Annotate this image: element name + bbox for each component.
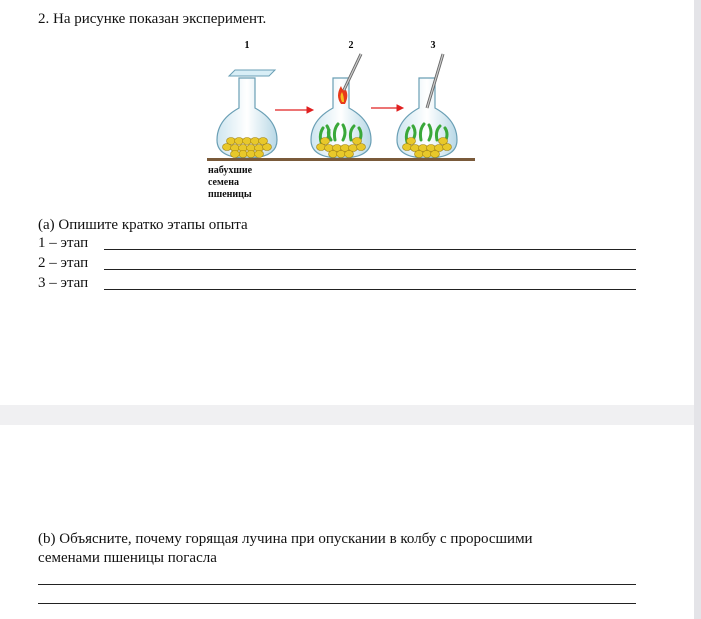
arrow-1	[275, 107, 313, 113]
flask-2	[311, 54, 371, 158]
part-b-prompt-line-1: (b) Объясните, почему горящая лучина при опускании в колбу с проросшими	[38, 531, 533, 547]
seed-caption-line-2: семена	[208, 177, 240, 188]
part-a-prompt: (a) Опишите кратко этапы опыта	[38, 217, 248, 233]
scrollbar-track[interactable]	[694, 0, 701, 619]
stage-3-label: 3 – этап	[38, 275, 89, 291]
part-b-answer-line-2[interactable]	[38, 603, 636, 604]
page-2	[0, 425, 694, 619]
stage-1-label: 1 – этап	[38, 235, 89, 251]
shelf	[207, 158, 475, 161]
stage-2-answer-line[interactable]	[104, 269, 636, 270]
flask-3	[397, 54, 457, 158]
stage-label-1: 1	[244, 40, 250, 51]
flask-1	[217, 70, 277, 158]
seed-caption-line-3: пшеницы	[208, 189, 252, 200]
arrow-2	[371, 105, 403, 111]
seed-caption	[208, 165, 252, 201]
stage-2-label: 2 – этап	[38, 255, 89, 271]
stage-1-answer-line[interactable]	[104, 249, 636, 250]
part-b-answer-line-1[interactable]	[38, 584, 636, 585]
stage-label-2: 2	[348, 40, 354, 51]
seed-caption-line-1: набухшие	[208, 165, 253, 176]
stage-3-answer-line[interactable]	[104, 289, 636, 290]
glass-plate	[229, 70, 275, 76]
part-b-prompt-line-2: семенами пшеницы погасла	[38, 550, 217, 566]
question-title: 2. На рисунке показан эксперимент.	[38, 11, 267, 27]
stage-label-3: 3	[430, 40, 436, 51]
